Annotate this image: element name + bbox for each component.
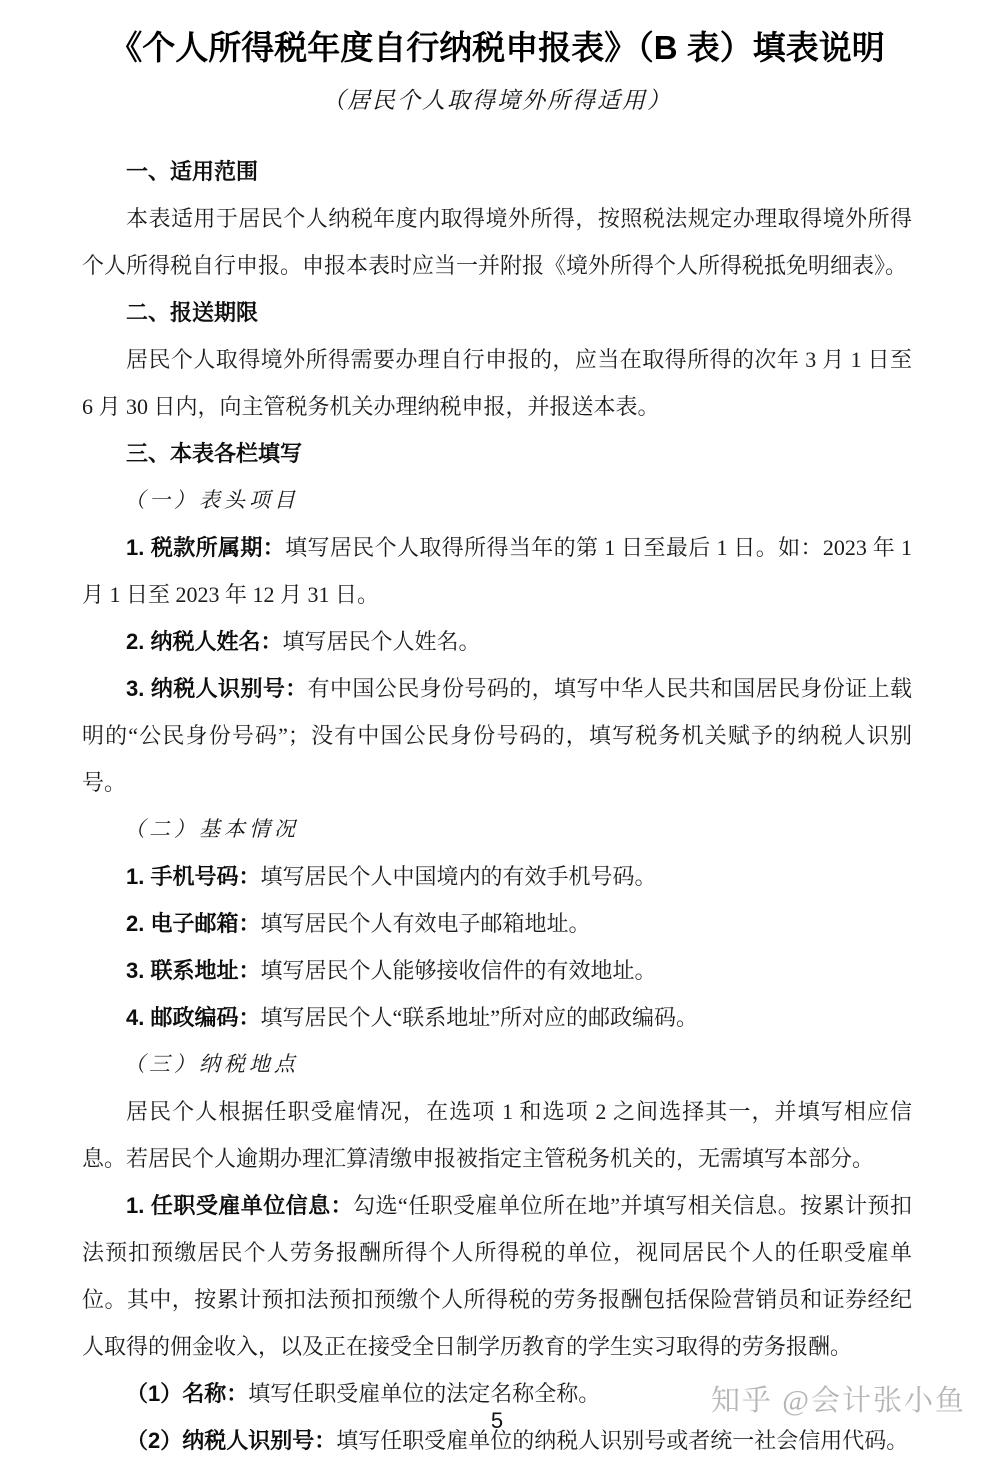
- section-2-heading: 二、报送期限: [126, 300, 259, 325]
- subsection-1-heading: （一）表头项目: [124, 488, 299, 512]
- item-taxpayer-id-label: 3. 纳税人识别号：: [126, 676, 308, 701]
- page-number: 5: [490, 1408, 504, 1433]
- item-address: [82, 947, 912, 994]
- watermark: 知乎 @会计张小鱼: [711, 1385, 966, 1417]
- item-tax-period-text: 填写居民个人取得所得当年的第 1 日至最后 1 日。如：2023 年 1 月 1 日至 2023 年 12 月 31 日。: [82, 535, 912, 607]
- item-tax-period-label: 1. 税款所属期：: [126, 535, 286, 560]
- item-employer-id-text: 填写任职受雇单位的纳税人识别号或者统一社会信用代码。: [336, 1428, 909, 1453]
- item-employer-info-label: 1. 任职受雇单位信息：: [126, 1193, 354, 1218]
- item-taxpayer-name-text: 填写居民个人姓名。: [282, 629, 481, 654]
- document-body: [82, 148, 912, 1464]
- page-subtitle: （居民个人取得境外所得适用）: [322, 88, 672, 113]
- subsection-2-heading: （二）基本情况: [124, 817, 299, 841]
- item-employer-id-label: （2）纳税人识别号：: [126, 1428, 337, 1453]
- item-postcode-text: 填写居民个人“联系地址”所对应的邮政编码。: [260, 1005, 698, 1030]
- item-employer-name-label: （1）名称：: [126, 1381, 249, 1406]
- item-email-label: 2. 电子邮箱：: [126, 911, 261, 936]
- item-employer-info-text: 勾选“任职受雇单位所在地”并填写相关信息。按累计预扣法预扣预缴居民个人劳务报酬所得个人所得税的单位，视同居民个人的任职受雇单位。其中，按累计预扣法预扣预缴个人所得税的劳务报酬包括保险营销员和证券经纪人取得的佣金收入，以及正在接受全日制学历教育的学生实习取得的劳务报酬。: [82, 1193, 913, 1359]
- section-1-paragraph: 本表适用于居民个人纳税年度内取得境外所得，按照税法规定办理取得境外所得个人所得税自行申报。申报本表时应当一并附报《境外所得个人所得税抵免明细表》。: [82, 206, 912, 278]
- section-3-heading: 三、本表各栏填写: [126, 441, 303, 466]
- subsection-3-heading: （三）纳税地点: [124, 1052, 299, 1076]
- item-taxpayer-name: [82, 618, 912, 665]
- item-address-text: 填写居民个人能够接收信件的有效地址。: [260, 958, 657, 983]
- item-phone-text: 填写居民个人中国境内的有效手机号码。: [260, 864, 657, 889]
- item-employer-name-text: 填写任职受雇单位的法定名称全称。: [248, 1381, 601, 1406]
- subsection-3-intro: 居民个人根据任职受雇情况，在选项 1 和选项 2 之间选择其一，并填写相应信息。若居民个人逾期办理汇算清缴申报被指定主管税务机关的，无需填写本部分。: [82, 1099, 912, 1171]
- item-taxpayer-id-text: 有中国公民身份号码的，填写中华人民共和国居民身份证上载明的“公民身份号码”；没有中国公民身份号码的，填写税务机关赋予的纳税人识别号。: [82, 676, 912, 795]
- item-employer-info: [82, 1182, 912, 1370]
- item-taxpayer-id: [82, 665, 912, 806]
- item-phone-label: 1. 手机号码：: [126, 864, 261, 889]
- item-postcode: [82, 994, 912, 1041]
- item-email-text: 填写居民个人有效电子邮箱地址。: [260, 911, 591, 936]
- item-postcode-label: 4. 邮政编码：: [126, 1005, 261, 1030]
- item-phone: [82, 853, 912, 900]
- item-email: [82, 900, 912, 947]
- item-address-label: 3. 联系地址：: [126, 958, 261, 983]
- page-title: 《个人所得税年度自行纳税申报表》（B 表）填表说明: [109, 29, 885, 66]
- item-tax-period: [82, 524, 912, 618]
- section-2-paragraph: 居民个人取得境外所得需要办理自行申报的，应当在取得所得的次年 3 月 1 日至 6 月 30 日内，向主管税务机关办理纳税申报，并报送本表。: [82, 347, 912, 419]
- section-1-heading: 一、适用范围: [126, 159, 259, 184]
- item-taxpayer-name-label: 2. 纳税人姓名：: [126, 629, 283, 654]
